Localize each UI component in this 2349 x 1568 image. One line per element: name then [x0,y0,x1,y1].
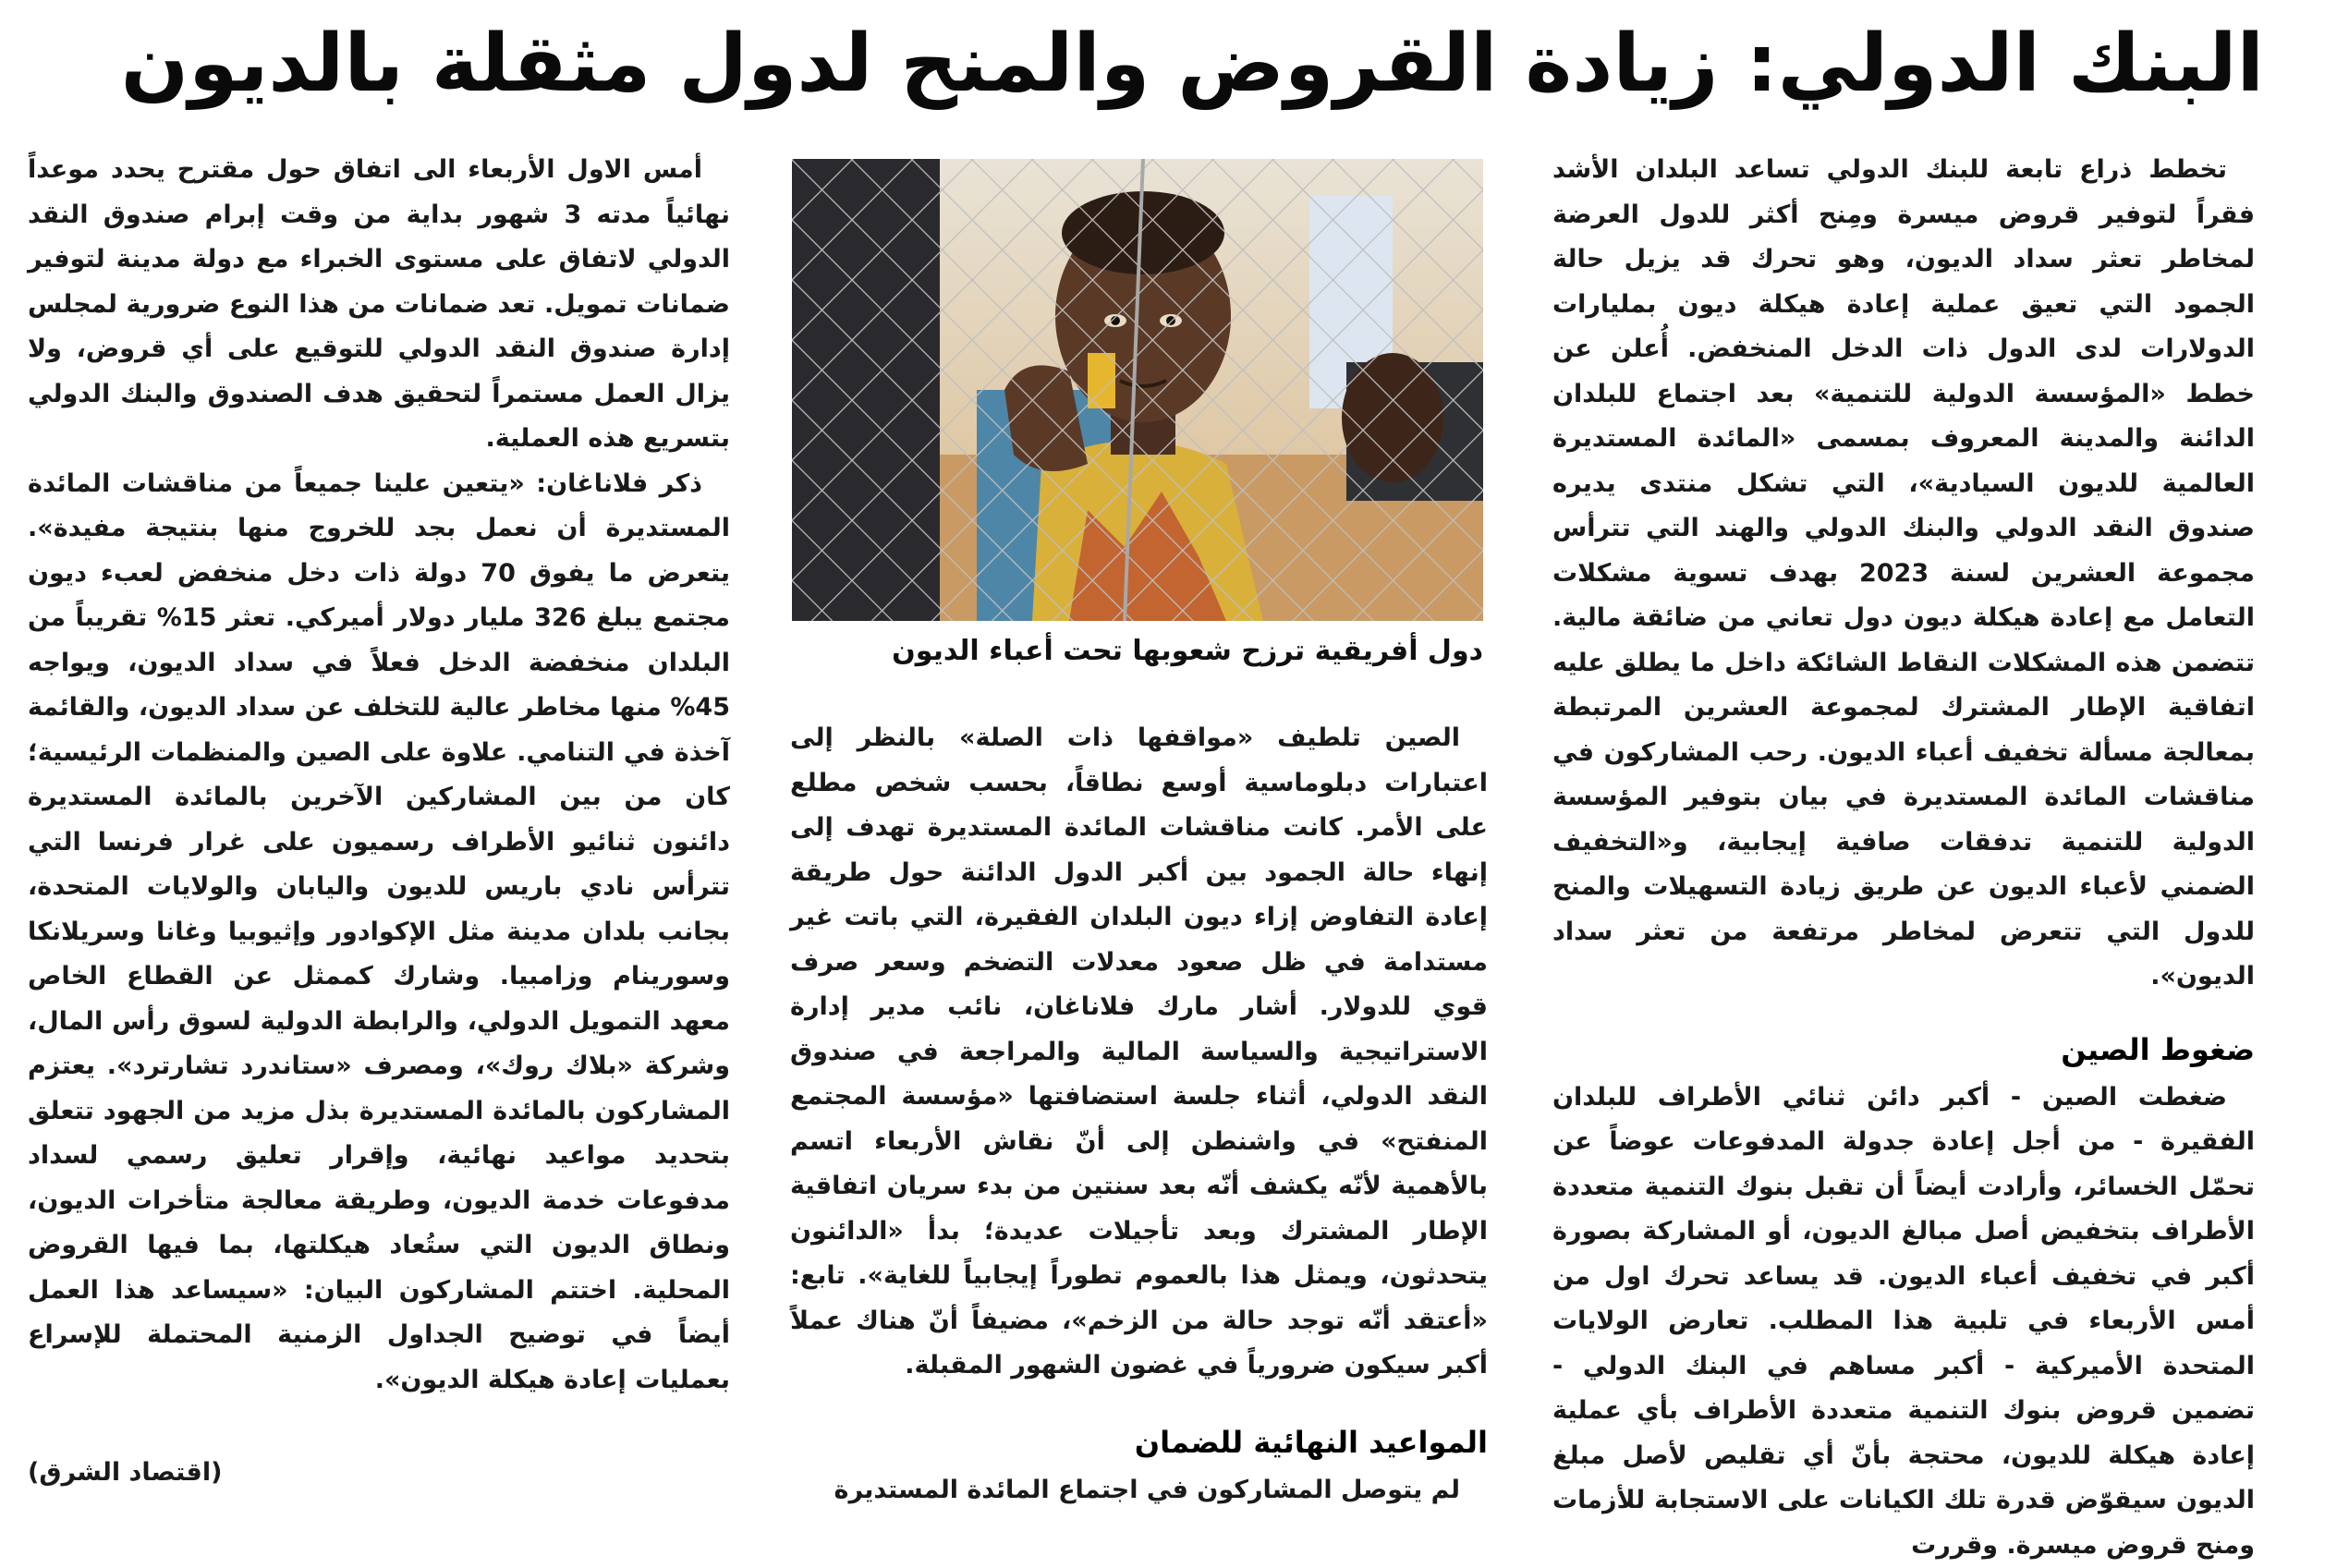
article-paragraph: تخطط ذراع تابعة للبنك الدولي تساعد البلدان الأشد فقراً لتوفير قروض ميسرة ومِنح أكثر للدول العرضة لمخاطر تعثر سداد الديون، وهو تحرك قد يزيل حالة الجمود التي تعيق عملية إعادة هيكلة ديون بمليارات الدولارات لدى الدول ذات الدخل المنخفض. أُعلن عن خطط «المؤسسة الدولية للتنمية» بعد اجتماع للبلدان الدائنة والمدينة المعروف بمسمى «المائدة المستديرة العالمية للديون السيادية»، التي تشكل منتدى يديره صندوق النقد الدولي والبنك الدولي والهند التي تترأس مجموعة العشرين لسنة 2023 بهدف تسوية مشكلات التعامل مع إعادة هيكلة ديون دول تعاني من ضائقة مالية. تتضمن هذه المشكلات النقاط الشائكة داخل ما يطلق عليه اتفاقية الإطار المشترك لمجموعة العشرين المرتبطة بمعالجة مسألة تخفيف أعباء الديون. رحب المشاركون في مناقشات المائدة المستديرة في بيان بتوفير المؤسسة الدولية للتنمية تدفقات صافية إيجابية، و«التخفيف الضمني لأعباء الديون عن طريق زيادة التسهيلات والمنح للدول التي تتعرض لمخاطر مرتفعة من تعثر سداد الديون». [1552,155,2255,991]
photo-caption: دول أفريقية ترزح شعوبها تحت أعباء الديون [892,635,1483,667]
article-column-right [1552,148,2255,1560]
article-column-middle [790,716,1488,1548]
article-paragraph: ضغطت الصين - أكبر دائن ثنائي الأطراف للبلدان الفقيرة - من أجل إعادة جدولة المدفوعات عوضاً عن تحمّل الخسائر، وأرادت أيضاً أن تقبل بنوك التنمية متعددة الأطراف بتخفيض أصل مبالغ الديون، أو المشاركة بصورة أكبر في تخفيف أعباء الديون. قد يساعد تحرك اول من أمس الأربعاء في تلبية هذا المطلب. تعارض الولايات المتحدة الأميركية - أكبر مساهم في البنك الدولي - تضمين قروض بنوك التنمية متعددة الأطراف بأي عملية إعادة هيكلة للديون، محتجة بأنّ أي تقليص لأصل مبلغ الديون سيقوّض قدرة تلك الكيانات على الاستجابة للأزمات ومنح قروض ميسرة. وقررت [1552,1082,2255,1560]
article-column-left [28,148,730,1534]
article-paragraph: أمس الاول الأربعاء الى اتفاق حول مقترح يحدد موعداً نهائياً مدته 3 شهور بداية من وقت إبرام صندوق النقد الدولي لاتفاق على مستوى الخبراء مع دولة مدينة لتوفير ضمانات تمويل. تعد ضمانات من هذا النوع ضرورية لمجلس إدارة صندوق النقد الدولي للتوقيع على أي قروض، ولا يزال العمل مستمراً لتحقيق هدف الصندوق والبنك الدولي بتسريع هذه العملية. [28,155,730,453]
article-photo [792,159,1483,621]
section-subheading: المواعيد النهائية للضمان [1134,1424,1488,1460]
article-paragraph: ذكر فلاناغان: «يتعين علينا جميعاً من مناقشات المائدة المستديرة أن نعمل بجد للخروج منها بنتيجة مفيدة». يتعرض ما يفوق 70 دولة ذات دخل منخفض لعبء ديون مجتمع يبلغ 326 مليار دولار أميركي. تعثر 15% تقريباً من البلدان منخفضة الدخل فعلاً في سداد الديون، ويواجه 45% منها مخاطر عالية للتخلف عن سداد الديون، والقائمة آخذة في التنامي. علاوة على الصين والمنظمات الرئيسية؛ كان من بين المشاركين الآخرين بالمائدة المستديرة دائنون ثنائيو الأطراف رسميون على غرار فرنسا التي تترأس نادي باريس للديون واليابان والولايات المتحدة، بجانب بلدان مدينة مثل الإكوادور وإثيوبيا وغانا وسريلانكا وسورينام وزامبيا. وشارك كممثل عن القطاع الخاص معهد التمويل الدولي، والرابطة الدولية لسوق رأس المال، وشركة «بلاك روك»، ومصرف «ستاندرد تشارترد». يعتزم المشاركون بالمائدة المستديرة بذل مزيد من الجهود تتعلق بتحديد مواعيد نهائية، وإقرار تعليق رسمي لسداد مدفوعات خدمة الديون، وطريقة معالجة متأخرات الديون، ونطاق الديون التي ستُعاد هيكلتها، بما فيها القروض المحلية. اختتم المشاركون البيان: «سيساعد هذا العمل أيضاً في توضيح الجداول الزمنية المحتملة للإسراع بعمليات إعادة هيكلة الديون». [28,468,731,1394]
article-headline: البنك الدولي: زيادة القروض والمنح لدول مثقلة بالديون [120,18,2264,110]
article-source: (اقتصاد الشرق) [28,1458,223,1487]
section-subheading: ضغوط الصين [2061,1031,2255,1067]
photo-boy-behind-fence-icon [792,159,1483,621]
article-paragraph: الصين تلطيف «مواقفها ذات الصلة» بالنظر إلى اعتبارات دبلوماسية أوسع نطاقاً، بحسب شخص مطلع على الأمر. كانت مناقشات المائدة المستديرة تهدف إلى إنهاء حالة الجمود بين أكبر الدول الدائنة حول طريقة إعادة التفاوض إزاء ديون البلدان الفقيرة، التي باتت غير مستدامة في ظل صعود معدلات التضخم وسعر صرف قوي للدولار. أشار مارك فلاناغان، نائب مدير إدارة الاستراتيجية والسياسة المالية والمراجعة في صندوق النقد الدولي، أثناء جلسة استضافتها «مؤسسة المجتمع المنفتح» في واشنطن إلى أنّ نقاش الأربعاء اتسم بالأهمية لأنّه يكشف أنّه بعد سنتين من بدء سريان اتفاقية الإطار المشترك وبعد تأجيلات عديدة؛ بدأ «الدائنون يتحدثون، ويمثل هذا بالعموم تطوراً إيجابياً للغاية». تابع: «أعتقد أنّه توجد حالة من الزخم»، مضيفاً أنّ هناك عملاً أكبر سيكون ضرورياً في غضون الشهور المقبلة. [790,723,1488,1380]
article-paragraph: لم يتوصل المشاركون في اجتماع المائدة المستديرة [834,1475,1460,1504]
